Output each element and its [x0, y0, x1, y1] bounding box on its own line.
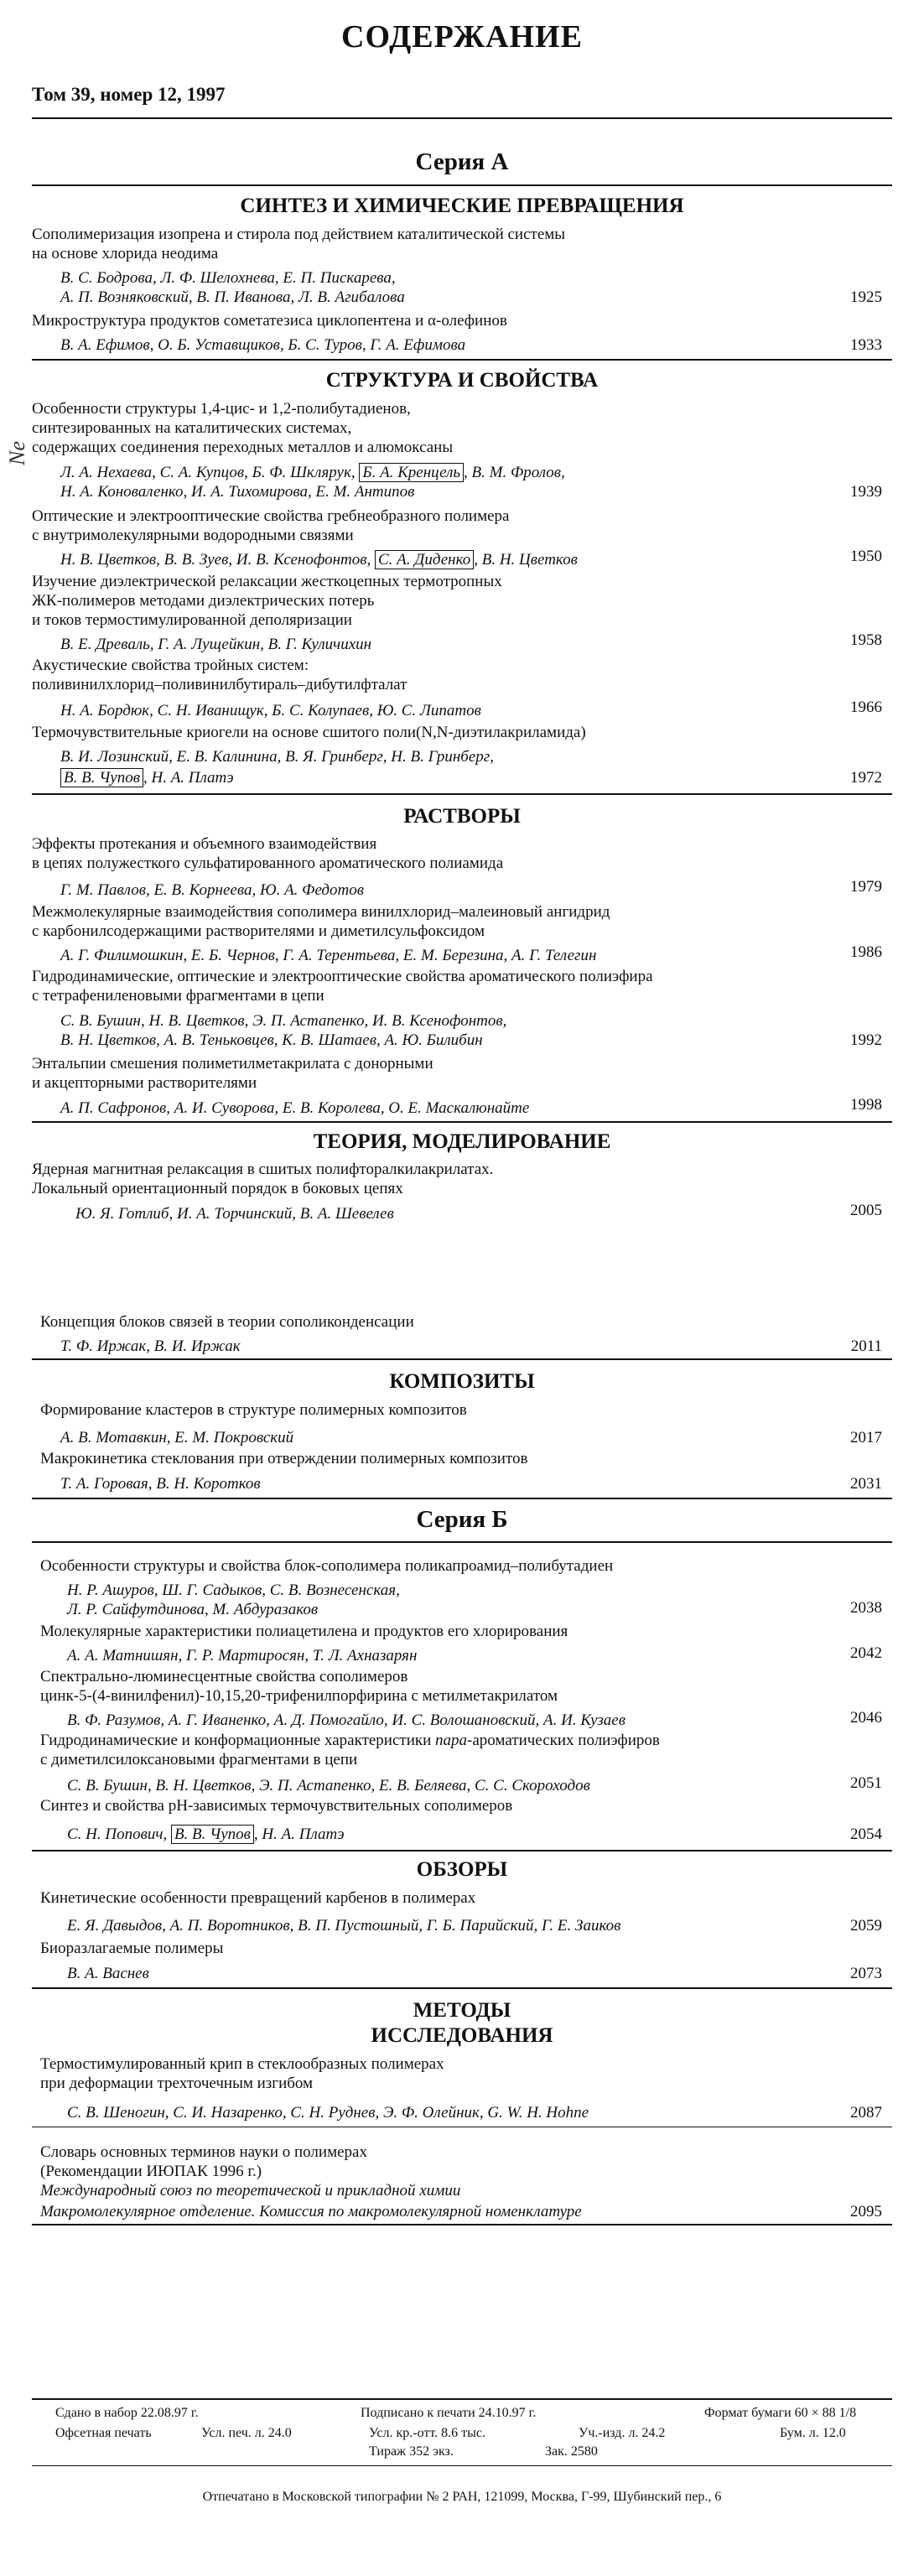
page-number: 1972 [850, 769, 882, 787]
page-number: 1939 [850, 483, 882, 501]
entry-title: Термочувствительные криогели на основе сшитого поли(N,N-диэтилакриламида) [32, 724, 586, 741]
entry-title: Концепция блоков связей в теории сополиконденсации [40, 1313, 414, 1331]
entry-title: Биоразлагаемые полимеры [40, 1940, 224, 1957]
entry-authors: Н. А. Коноваленко, И. А. Тихомирова, Е. М. Антипов [60, 483, 415, 501]
author-list: С. Н. Попович, [67, 1826, 168, 1843]
divider [32, 1358, 892, 1360]
page-number: 2017 [850, 1429, 882, 1446]
imprint-item: Тираж 352 экз. [369, 2444, 454, 2459]
entry-authors: А. А. Матнишян, Г. Р. Мартиросян, Т. Л. Ахназарян [67, 1647, 418, 1665]
series-b-heading: Серия Б [416, 1506, 508, 1533]
entry-title: на основе хлорида неодима [32, 245, 219, 262]
entry-authors [60, 463, 565, 482]
entry-authors: Е. Я. Давыдов, А. П. Воротников, В. П. Пустошный, Г. Б. Парийский, Г. Е. Заиков [67, 1917, 621, 1935]
divider [32, 2465, 892, 2466]
author-list: , Н. А. Платэ [253, 1826, 345, 1843]
divider [32, 1121, 892, 1123]
section-heading: МЕТОДЫ [413, 1999, 511, 2022]
page-number: 2087 [850, 2104, 882, 2122]
entry-title: с внутримолекулярными водородными связями [32, 527, 354, 544]
entry-authors: С. В. Бушин, В. Н. Цветков, Э. П. Астапенко, Е. В. Беляева, С. С. Скороходов [67, 1777, 590, 1794]
imprint-item: Формат бумаги 60 × 88 1/8 [704, 2406, 857, 2420]
entry-authors: В. С. Бодрова, Л. Ф. Шелохнева, Е. П. Пискарева, [60, 269, 396, 287]
page-number: 2095 [850, 2203, 882, 2220]
entry-title: в цепях полужесткого сульфатированного ароматического полиамида [32, 854, 504, 872]
entry-title: Изучение диэлектрической релаксации жесткоцепных термотропных [32, 573, 502, 590]
section-heading: СТРУКТУРА И СВОЙСТВА [325, 369, 599, 392]
entry-authors: Т. Ф. Иржак, В. И. Иржак [60, 1337, 241, 1355]
divider [32, 1498, 892, 1499]
divider [32, 1987, 892, 1989]
title-part: -ароматических полиэфиров [467, 1732, 660, 1749]
divider [32, 1850, 892, 1852]
entry-title [40, 1731, 660, 1750]
title-italic: пара [435, 1732, 468, 1749]
entry-title: при деформации трехточечным изгибом [40, 2075, 314, 2092]
entry-title: Кинетические особенности превращений карбенов в полимерах [40, 1889, 476, 1907]
entry-title: цинк-5-(4-винилфенил)-10,15,20-трифенилпорфирина с метилметакрилатом [40, 1687, 558, 1705]
page-number: 2059 [850, 1917, 882, 1935]
entry-title: Термостимулированный крип в стеклообразных полимерах [40, 2055, 444, 2073]
divider [32, 2398, 892, 2400]
entry-title: ЖК-полимеров методами диэлектрических потерь [32, 592, 375, 610]
section-heading: ОБЗОРЫ [416, 1858, 508, 1881]
entry-authors [67, 1825, 345, 1844]
series-a-heading: Серия А [415, 148, 509, 175]
page-number: 2046 [850, 1709, 882, 1727]
page-number: 2038 [850, 1599, 882, 1617]
author-list: , В. Н. Цветков [474, 551, 578, 569]
author-list: Н. В. Цветков, В. В. Зуев, И. В. Ксенофонтов, [60, 551, 371, 569]
page-title: СОДЕРЖАНИЕ [341, 19, 583, 55]
entry-title: Синтез и свойства pH-зависимых термочувствительных сополимеров [40, 1797, 513, 1815]
entry-authors: В. А. Ефимов, О. Б. Уставщиков, Б. С. Туров, Г. А. Ефимова [60, 336, 466, 354]
entry-title: с диметилсилоксановыми фрагментами в цепи [40, 1751, 358, 1768]
section-heading: СИНТЕЗ И ХИМИЧЕСКИЕ ПРЕВРАЩЕНИЯ [240, 195, 684, 217]
entry-authors [60, 550, 578, 569]
entry-title: Макрокинетика стеклования при отверждении полимерных композитов [40, 1450, 528, 1467]
entry-authors: В. Е. Древаль, Г. А. Лущейкин, В. Г. Куличихин [60, 636, 372, 653]
entry-title: Оптические и электрооптические свойства гребнеобразного полимера [32, 507, 510, 525]
entry-authors: А. В. Мотавкин, Е. М. Покровский [60, 1429, 294, 1446]
author-list: , В. М. Фролов, [464, 464, 565, 481]
entry-authors: А. П. Возняковский, В. П. Иванова, Л. В. Агибалова [60, 288, 405, 306]
divider [32, 184, 892, 186]
boxed-author: С. А. Диденко [375, 550, 474, 569]
imprint-item: Усл. печ. л. 24.0 [201, 2426, 292, 2440]
divider [32, 2224, 892, 2225]
imprint-item: Сдано в набор 22.08.97 г. [55, 2406, 199, 2420]
page-number: 2011 [850, 1337, 882, 1355]
divider [32, 793, 892, 795]
imprint-item: Уч.-изд. л. 24.2 [579, 2426, 666, 2440]
page-number: 1958 [850, 631, 882, 649]
entry-authors [60, 768, 234, 787]
section-heading: РАСТВОРЫ [403, 805, 521, 828]
page-number: 1992 [850, 1031, 882, 1049]
boxed-author: В. В. Чупов [171, 1825, 254, 1844]
divider [32, 359, 892, 361]
entry-title: и акцепторными растворителями [32, 1074, 257, 1092]
entry-title: Межмолекулярные взаимодействия сополимера винилхлорид–малеиновый ангидрид [32, 903, 610, 921]
page-number: 2005 [850, 1202, 882, 1219]
entry-authors: В. Ф. Разумов, А. Г. Иваненко, А. Д. Помогайло, И. С. Волошановский, А. И. Кузаев [67, 1711, 626, 1729]
divider [32, 1541, 892, 1543]
entry-authors: А. П. Сафронов, А. И. Суворова, Е. В. Королева, О. Е. Маскалюнайте [60, 1099, 530, 1117]
entry-title: Эффекты протекания и объемного взаимодействия [32, 835, 377, 853]
entry-title: Сополимеризация изопрена и стирола под действием каталитической системы [32, 226, 566, 243]
entry-title: Особенности структуры и свойства блок-сополимера поликапроамид–полибутадиен [40, 1557, 614, 1575]
page-number: 2031 [850, 1475, 882, 1493]
entry-title: поливинилхлорид–поливинилбутираль–дибутилфталат [32, 676, 407, 693]
entry-title: и токов термостимулированной деполяризации [32, 611, 352, 629]
entry-title: Микроструктура продуктов сометатезиса циклопентена и α-олефинов [32, 312, 507, 330]
imprint-item: Подписано к печати 24.10.97 г. [361, 2406, 537, 2420]
entry-authors: С. В. Шеногин, С. И. Назаренко, С. Н. Руднев, Э. Ф. Олейник, G. W. H. Hohne [67, 2104, 589, 2122]
page-number: 1966 [850, 699, 882, 716]
title-part: Гидродинамические и конформационные характеристики [40, 1732, 436, 1749]
entry-authors: В. Н. Цветков, А. В. Теньковцев, К. В. Шатаев, А. Ю. Билибин [60, 1031, 483, 1049]
imprint-item: Бум. л. 12.0 [780, 2426, 846, 2440]
page-number: 2042 [850, 1644, 882, 1662]
entry-title: Акустические свойства тройных систем: [32, 657, 309, 674]
entry-authors: Т. А. Горовая, В. Н. Коротков [60, 1475, 261, 1493]
entry-title: Ядерная магнитная релаксация в сшитых полифторалкилакрилатах. [32, 1161, 494, 1178]
entry-title: с карбонилсодержащими растворителями и диметилсульфоксидом [32, 922, 485, 940]
printer-info: Отпечатано в Московской типографии № 2 РАН, 121099, Москва, Г-99, Шубинский пер., 6 [202, 2490, 722, 2504]
entry-title: Энтальпии смешения полиметилметакрилата с донорными [32, 1055, 433, 1072]
page-number: 1925 [850, 288, 882, 306]
entry-authors: В. А. Васнев [67, 1965, 149, 1982]
entry-title: Гидродинамические, оптические и электрооптические свойства ароматического полиэфира [32, 968, 653, 985]
entry-title: Локальный ориентационный порядок в боковых цепях [32, 1180, 403, 1197]
entry-authors: Макромолекулярное отделение. Комиссия по макромолекулярной номенклатуре [40, 2203, 582, 2220]
entry-title: (Рекомендации ИЮПАК 1996 г.) [40, 2163, 262, 2180]
entry-authors: Н. Р. Ашуров, Ш. Г. Садыков, С. В. Вознесенская, [67, 1581, 400, 1599]
imprint-item: Усл. кр.-отт. 8.6 тыс. [369, 2426, 486, 2440]
entry-title: синтезированных на каталитических системах, [32, 419, 352, 437]
page-number: 2054 [850, 1826, 882, 1843]
section-heading: КОМПОЗИТЫ [389, 1370, 535, 1393]
entry-title: Словарь основных терминов науки о полимерах [40, 2143, 367, 2161]
author-list: , Н. А. Платэ [143, 769, 234, 787]
page-number: 1979 [850, 878, 882, 896]
entry-authors: С. В. Бушин, Н. В. Цветков, Э. П. Астапенко, И. В. Ксенофонтов, [60, 1012, 507, 1030]
divider [32, 117, 892, 119]
entry-title: Особенности структуры 1,4-цис- и 1,2-полибутадиенов, [32, 400, 411, 418]
page-number: 2051 [850, 1774, 882, 1792]
section-heading: ТЕОРИЯ, МОДЕЛИРОВАНИЕ [313, 1130, 611, 1153]
entry-title: содержащих соединения переходных металлов и алюмоксаны [32, 439, 454, 456]
entry-authors: Г. М. Павлов, Е. В. Корнеева, Ю. А. Федотов [60, 881, 364, 899]
entry-authors: Н. А. Бордюк, С. Н. Иванищук, Б. С. Колупаев, Ю. С. Липатов [60, 702, 481, 719]
entry-authors: В. И. Лозинский, Е. В. Калинина, В. Я. Гринберг, Н. В. Гринберг, [60, 748, 494, 766]
entry-title: Спектрально-люминесцентные свойства сополимеров [40, 1668, 408, 1685]
entry-authors: Ю. Я. Готлиб, И. А. Торчинский, В. А. Шевелев [75, 1205, 394, 1223]
handwritten-note: Ne [5, 441, 29, 465]
author-list: Л. А. Нехаева, С. А. Купцов, Б. Ф. Шклярук, [60, 464, 356, 481]
imprint-item: Зак. 2580 [545, 2444, 598, 2459]
page-number: 1986 [850, 943, 882, 961]
entry-title: Формирование кластеров в структуре полимерных композитов [40, 1401, 467, 1419]
entry-title: с тетрафениленовыми фрагментами в цепи [32, 987, 324, 1005]
boxed-author: В. В. Чупов [60, 768, 143, 787]
entry-authors: Международный союз по теоретической и прикладной химии [40, 2182, 461, 2199]
page-number: 1933 [850, 336, 882, 354]
entry-title: Молекулярные характеристики полиацетилена и продуктов его хлорирования [40, 1623, 568, 1640]
volume-info: Том 39, номер 12, 1997 [32, 84, 226, 105]
imprint-item: Офсетная печать [55, 2426, 152, 2440]
section-heading: ИССЛЕДОВАНИЯ [371, 2024, 553, 2047]
entry-authors: Л. Р. Сайфутдинова, М. Абдуразаков [67, 1601, 319, 1618]
boxed-author: Б. А. Кренцель [359, 463, 464, 482]
page-number: 1950 [850, 548, 882, 565]
page-number: 1998 [850, 1096, 882, 1114]
entry-authors: А. Г. Филимошкин, Е. Б. Чернов, Г. А. Терентьева, Е. М. Березина, А. Г. Телегин [60, 947, 597, 964]
page-number: 2073 [850, 1965, 882, 1982]
